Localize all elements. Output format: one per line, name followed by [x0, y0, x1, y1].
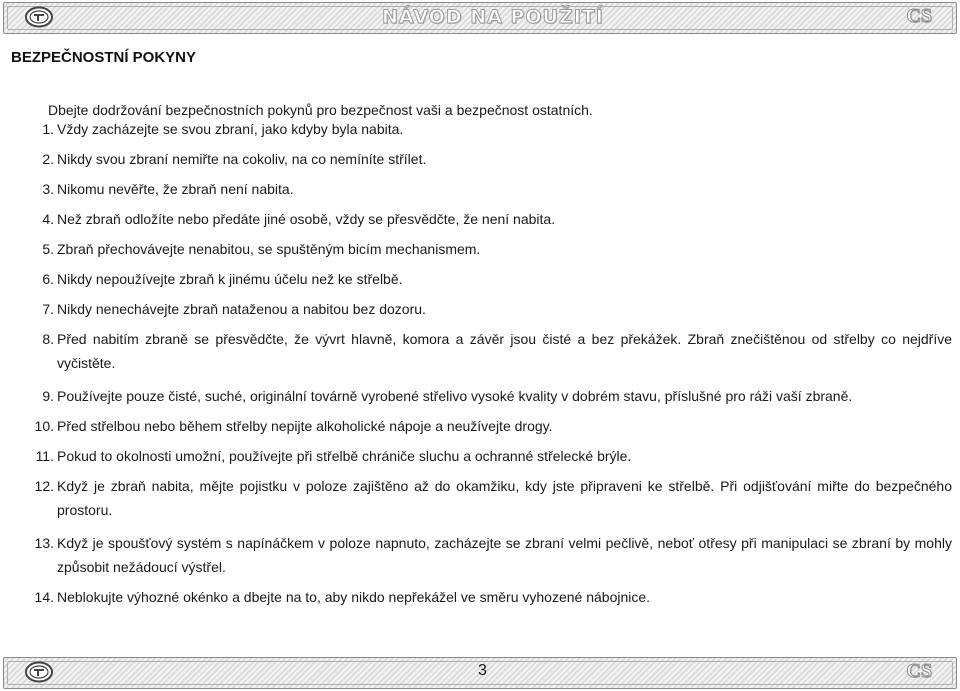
list-item	[26, 384, 952, 408]
list-item-text: Používejte pouze čisté, suché, originální továrně vyrobené střelivo vysoké kvality v dobrém stavu, příslušné pro ráži vaší zbraně.	[57, 388, 853, 404]
list-item-text: Zbraň přechovávejte nenabitou, se spuštěným bicím mechanismem.	[57, 241, 481, 257]
list-item	[26, 474, 952, 522]
list-item-number: 10.	[34, 418, 54, 434]
list-item-text: Vždy zacházejte se svou zbraní, jako kdyby byla nabita.	[57, 121, 404, 137]
list-item-text: Když je spoušťový systém s napínáčkem v poloze napnuto, zacházejte se zbraní velmi pečlivě, neboť otřesy při manipulaci se zbraní by mohly způsobit nežádoucí výstřel.	[57, 535, 952, 575]
page-title: NÁVOD NA POUŽITÍ	[382, 6, 604, 28]
list-item-text: Před nabitím zbraně se přesvědčte, že vývrt hlavně, komora a závěr jsou čisté a bez překážek. Zbraň znečištěnou od střelby co nejdříve vyčistěte.	[57, 331, 952, 371]
list-item-text: Nikdy svou zbraní nemiřte na cokoliv, na co nemíníte střílet.	[57, 151, 427, 167]
brand-logo-icon	[24, 6, 54, 28]
list-item-text: Než zbraň odložíte nebo předáte jiné osobě, vždy se přesvědčte, že není nabita.	[57, 211, 556, 227]
list-item-number: 1.	[42, 121, 54, 137]
list-item	[26, 585, 952, 609]
list-item	[26, 444, 952, 468]
header-band	[3, 2, 957, 34]
list-item-number: 11.	[35, 448, 54, 464]
list-item-number: 4.	[42, 211, 54, 227]
list-item-text: Nikdy nenechávejte zbraň nataženou a nabitou bez dozoru.	[57, 301, 426, 317]
list-item	[26, 297, 952, 321]
list-item	[26, 531, 952, 579]
list-item	[26, 414, 952, 438]
list-item-number: 7.	[42, 301, 54, 317]
list-item	[26, 147, 952, 171]
language-code: CS	[906, 660, 932, 682]
intro-text: Dbejte dodržování bezpečnostních pokynů pro bezpečnost vaši a bezpečnost ostatních.	[48, 102, 593, 118]
list-item-text: Nikomu nevěřte, že zbraň není nabita.	[57, 181, 294, 197]
list-item	[26, 117, 952, 141]
list-item-text: Pokud to okolnosti umožní, používejte při střelbě chrániče sluchu a ochranné střelecké brýle.	[57, 448, 632, 464]
language-code: CS	[906, 5, 932, 27]
footer-band	[3, 657, 957, 689]
brand-logo-icon	[24, 661, 54, 683]
list-item-text: Neblokujte výhozné okénko a dbejte na to, aby nikdo nepřekážel ve směru vyhozené nábojnice.	[57, 589, 651, 605]
list-item-number: 14.	[34, 589, 54, 605]
list-item-number: 5.	[42, 241, 54, 257]
list-item-number: 6.	[42, 271, 54, 287]
list-item-number: 2.	[42, 151, 54, 167]
list-item	[26, 237, 952, 261]
section-title: BEZPEČNOSTNÍ POKYNY	[11, 49, 197, 66]
list-item-text: Před střelbou nebo během střelby nepijte alkoholické nápoje a neužívejte drogy.	[57, 418, 553, 434]
list-item-number: 9.	[42, 388, 54, 404]
list-item	[26, 207, 952, 231]
list-item-number: 13.	[34, 535, 54, 551]
list-item-text: Když je zbraň nabita, mějte pojistku v poloze zajištěno až do okamžiku, kdy jste připraveni ke střelbě. Při odjišťování miřte do bezpečného prostoru.	[57, 478, 952, 518]
list-item-number: 3.	[42, 181, 54, 197]
page-number: 3	[478, 662, 487, 679]
list-item-number: 12.	[34, 478, 54, 494]
list-item	[26, 177, 952, 201]
list-item-text: Nikdy nepoužívejte zbraň k jinému účelu než ke střelbě.	[57, 271, 403, 287]
list-item	[26, 267, 952, 291]
list-item	[26, 327, 952, 375]
list-item-number: 8.	[42, 331, 54, 347]
